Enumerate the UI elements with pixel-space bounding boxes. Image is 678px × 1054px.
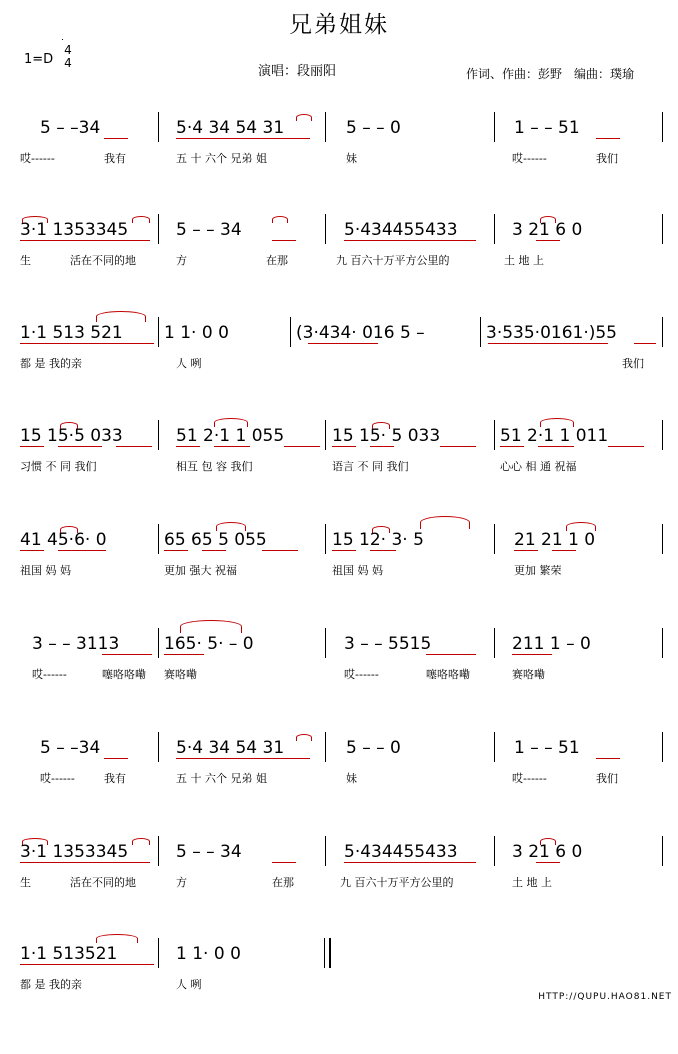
measure-2: 1 1· 0 0	[164, 323, 229, 343]
score-line-6	[0, 634, 678, 744]
lyric: 噻咯咯嘞	[426, 668, 470, 681]
lyric: 哎------	[344, 668, 379, 681]
time-signature-bottom: 4	[64, 56, 72, 70]
time-signature-divider	[62, 39, 63, 40]
lyric: 我有	[104, 772, 126, 785]
score-line-4	[0, 426, 678, 536]
score-line-1	[0, 118, 678, 228]
lyric: 土 地 上	[504, 254, 544, 267]
measure-3: 5·434455433	[344, 842, 458, 862]
score-line-3	[0, 323, 678, 433]
lyric: 语言 不 同 我们	[332, 460, 409, 473]
lyric: 土 地 上	[512, 876, 552, 889]
measure-1: 1·1 513 521	[20, 323, 123, 343]
key-signature: 1=D	[24, 52, 54, 67]
measure-2: 1 1· 0 0	[176, 944, 241, 964]
score-line-7	[0, 738, 678, 848]
lyric: 在那	[266, 254, 288, 267]
lyric: 我们	[596, 152, 618, 165]
lyric: 哎------	[32, 668, 67, 681]
singer-credit: 演唱：段丽阳	[258, 64, 337, 79]
lyric: 生	[20, 254, 31, 267]
lyric: 人 咧	[176, 978, 202, 991]
measure-4: 3 21 6 0	[512, 220, 583, 240]
lyric: 哎------	[20, 152, 55, 165]
song-title: 兄弟姐妹	[289, 12, 389, 38]
measure-1: 3·1 1353345	[20, 220, 129, 240]
measure-4: 3·535·0161·)55	[486, 323, 618, 343]
measure-4: 3 21 6 0	[512, 842, 583, 862]
measure-3: 5·434455433	[344, 220, 458, 240]
time-signature-top: 4	[64, 43, 72, 57]
lyric: 五 十 六个 兄弟 姐	[176, 152, 267, 165]
measure-3: (3·434· 016 5 –	[296, 323, 425, 343]
lyric: 在那	[272, 876, 294, 889]
lyric: 都 是 我的亲	[20, 357, 82, 370]
lyric: 九 百六十万平方公里的	[340, 876, 454, 889]
lyric: 生	[20, 876, 31, 889]
measure-2: 65 65 5 055	[164, 530, 267, 550]
measure-2: 51 2·1 1 055	[176, 426, 285, 446]
lyric: 我们	[596, 772, 618, 785]
measure-2: 5 – – 34	[176, 220, 242, 240]
measure-4: 211 1 – 0	[512, 634, 591, 654]
score-line-5	[0, 530, 678, 640]
lyric: 赛咯嘞	[164, 668, 197, 681]
lyric: 哎------	[512, 152, 547, 165]
lyric: 妹	[346, 772, 357, 785]
measure-1: 5 – –34	[40, 738, 101, 758]
lyric: 相互 包 容 我们	[176, 460, 253, 473]
lyric: 噻咯咯嘞	[102, 668, 146, 681]
lyric: 祖国 妈 妈	[20, 564, 71, 577]
source-footer: HTTP://QUPU.HAO81.NET	[538, 992, 672, 1002]
composer-credit: 作词、作曲：彭野 编曲：璞瑜	[466, 67, 635, 81]
measure-2: 5·4 34 54 31	[176, 118, 285, 138]
measure-1: 3·1 1353345	[20, 842, 129, 862]
time-signature	[62, 44, 74, 70]
lyric: 方	[176, 876, 187, 889]
lyric: 九 百六十万平方公里的	[336, 254, 450, 267]
lyric: 方	[176, 254, 187, 267]
measure-3: 15 15· 5 033	[332, 426, 441, 446]
measure-4: 21 21 1 0	[514, 530, 596, 550]
lyric: 哎------	[40, 772, 75, 785]
lyric: 我有	[104, 152, 126, 165]
lyric: 活在不同的地	[70, 254, 136, 267]
lyric: 更加 繁荣	[514, 564, 562, 577]
measure-3: 5 – – 0	[346, 118, 401, 138]
measure-4: 51 2·1 1 011	[500, 426, 609, 446]
lyric: 妹	[346, 152, 357, 165]
measure-1: 41 45·6· 0	[20, 530, 107, 550]
lyric: 活在不同的地	[70, 876, 136, 889]
lyric: 赛咯嘞	[512, 668, 545, 681]
lyric: 五 十 六个 兄弟 姐	[176, 772, 267, 785]
lyric: 习惯 不 同 我们	[20, 460, 97, 473]
measure-3: 15 12· 3· 5	[332, 530, 424, 550]
measure-1: 1·1 513521	[20, 944, 118, 964]
lyric: 我们	[622, 357, 644, 370]
measure-3: 5 – – 0	[346, 738, 401, 758]
lyric: 更加 强大 祝福	[164, 564, 237, 577]
measure-2: 5·4 34 54 31	[176, 738, 285, 758]
measure-2: 5 – – 34	[176, 842, 242, 862]
lyric: 祖国 妈 妈	[332, 564, 383, 577]
measure-1: 5 – –34	[40, 118, 101, 138]
lyric: 人 咧	[176, 357, 202, 370]
measure-1: 15 15·5 033	[20, 426, 123, 446]
measure-2: 165· 5· – 0	[164, 634, 254, 654]
lyric: 哎------	[512, 772, 547, 785]
lyric: 都 是 我的亲	[20, 978, 82, 991]
measure-4: 1 – – 51	[514, 118, 580, 138]
lyric: 心心 相 通 祝福	[500, 460, 577, 473]
measure-1: 3 – – 3113	[32, 634, 120, 654]
measure-3: 3 – – 5515	[344, 634, 432, 654]
measure-4: 1 – – 51	[514, 738, 580, 758]
